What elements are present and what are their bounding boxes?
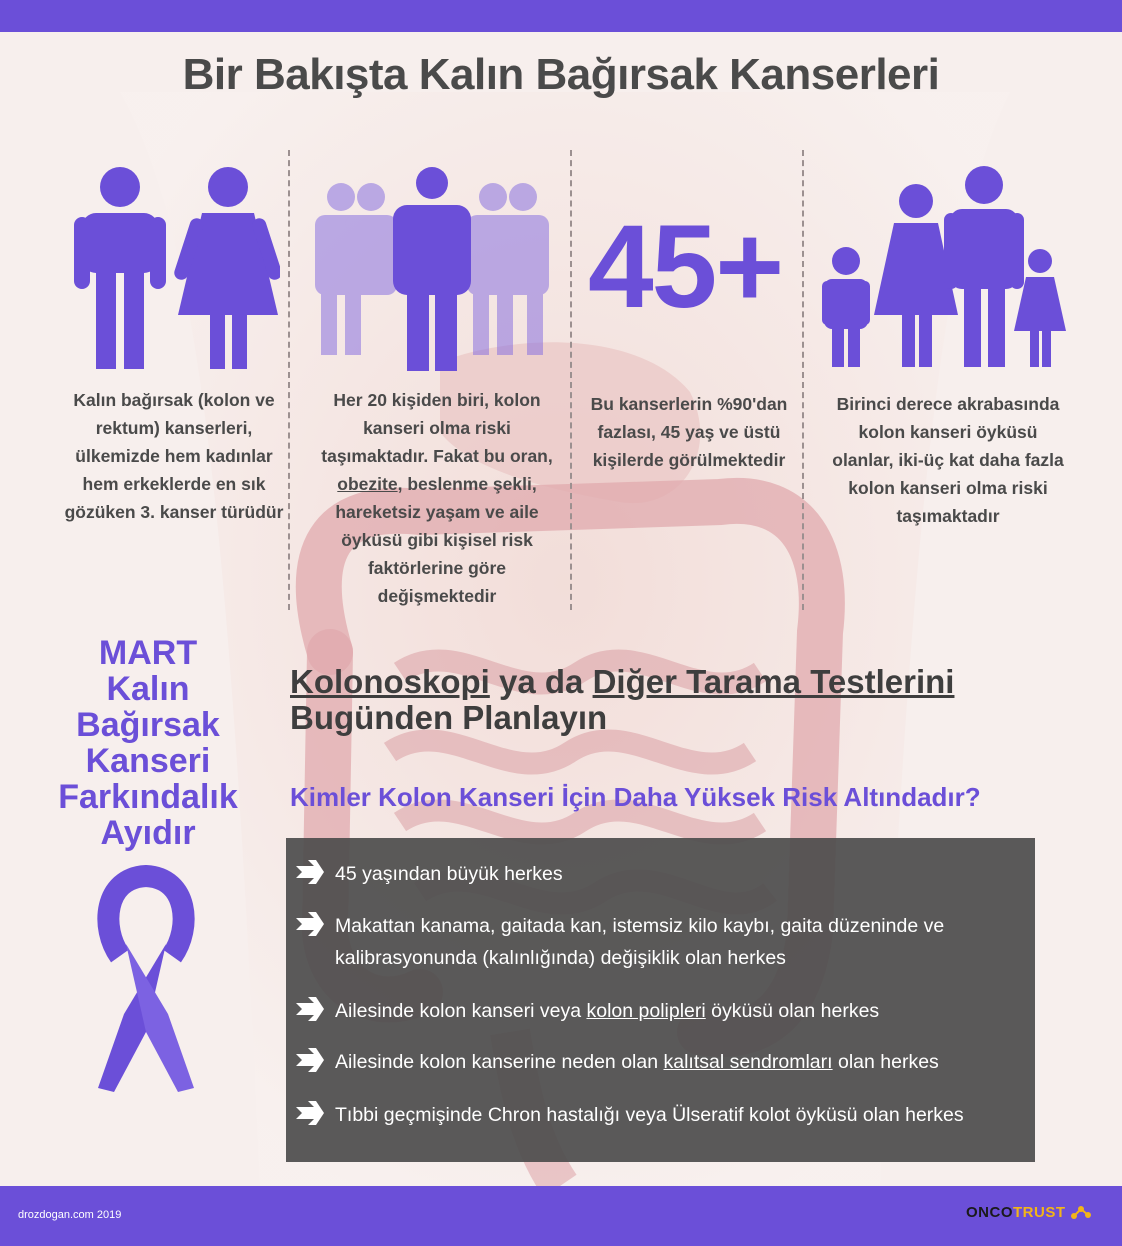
top-bar [0,0,1122,32]
footer-site-credit: drozdogan.com 2019 [18,1209,122,1221]
awareness-line-5: Farkındalık [58,778,238,816]
stat-column-4-text: Birinci derece akrabasında kolon kanseri öyküsü olanlar, iki-üç kat daha fazla kolon kanseri olma riski taşımaktadır [832,394,1064,526]
awareness-line-1: MART [98,634,198,672]
kolon-polipleri-link[interactable]: kolon polipleri [586,1000,706,1022]
awareness-line-2: Kalın [106,670,190,708]
obezite-link[interactable]: obezite [337,474,398,494]
awareness-line-4: Kanseri [85,742,211,780]
logo-onco-text: ONCO [966,1204,1013,1221]
arrow-right-icon [294,1048,324,1072]
risk-item-1-text: 45 yaşından büyük herkes [335,863,563,885]
oncotrust-logo [966,1204,1092,1221]
age-45-plus-number: 45+ [588,201,783,333]
arrow-right-icon [294,997,324,1021]
logo-trust-text: TRUST [1013,1204,1066,1221]
column-divider-3 [802,150,804,610]
risk-item-3-part-2: öyküsü olan herkes [705,1000,880,1022]
family-icon [818,165,1068,370]
screening-tests-link[interactable]: Diğer Tarama Testlerini [592,663,955,700]
risk-item-2-text: Makattan kanama, gaitada kan, istemsiz kilo kaybı, gaita düzeninde ve kalibrasyonunda (kalınlığında) değişiklik olan herkes [335,915,945,969]
stat-column-2-text [312,386,562,610]
footer-bar [0,1186,1122,1246]
man-woman-icon [70,165,280,375]
stat-2-part-1: Her 20 kişiden biri, kolon kanseri olma riski taşımaktadır. Fakat bu oran, [321,390,553,466]
logo-molecule-icon [1070,1204,1092,1220]
arrow-right-icon [294,912,324,936]
arrow-right-icon [294,1101,324,1125]
screening-call-to-action [290,664,1050,736]
awareness-ribbon-icon [86,864,206,1096]
awareness-line-3: Bağırsak [76,706,220,744]
risk-list-panel [286,838,1035,1162]
page-title: Bir Bakışta Kalın Bağırsak Kanserleri [182,50,940,99]
arrow-right-icon [294,860,324,884]
awareness-line-6: Ayıdır [100,814,196,852]
risk-item-4-part-2: olan herkes [832,1051,939,1073]
plan-connector: ya da [489,663,593,700]
risk-group-heading: Kimler Kolon Kanseri İçin Daha Yüksek Risk Altındadır? [290,782,981,812]
plan-line-2: Bugünden Planlayın [290,699,608,736]
kolonoskopi-link[interactable]: Kolonoskopi [290,663,490,700]
risk-item-4-part-1: Ailesinde kolon kanserine neden olan [335,1051,664,1073]
column-divider-1 [288,150,290,610]
stat-column-3-text: Bu kanserlerin %90'dan fazlası, 45 yaş ve üstü kişilerde görülmektedir [590,394,788,470]
risk-item-3-part-1: Ailesinde kolon kanseri veya [335,1000,587,1022]
risk-item-3-text [335,995,1025,1027]
awareness-month-heading [48,635,248,851]
stat-2-part-2: , beslenme şekli, hareketsiz yaşam ve aile öyküsü gibi kişisel risk faktörlerine göre değişmektedir [335,474,539,606]
crowd-icon [305,165,560,375]
kalitsal-sendromlar-link[interactable]: kalıtsal sendromları [663,1051,833,1073]
risk-item-4-text [335,1046,1025,1078]
column-divider-2 [570,150,572,610]
stat-column-1-text: Kalın bağırsak (kolon ve rektum) kanserleri, ülkemizde hem kadınlar hem erkeklerde en sık gözüken 3. kanser türüdür [64,390,284,522]
risk-item-5-text: Tıbbi geçmişinde Chron hastalığı veya Ülseratif kolot öyküsü olan herkes [335,1104,964,1126]
